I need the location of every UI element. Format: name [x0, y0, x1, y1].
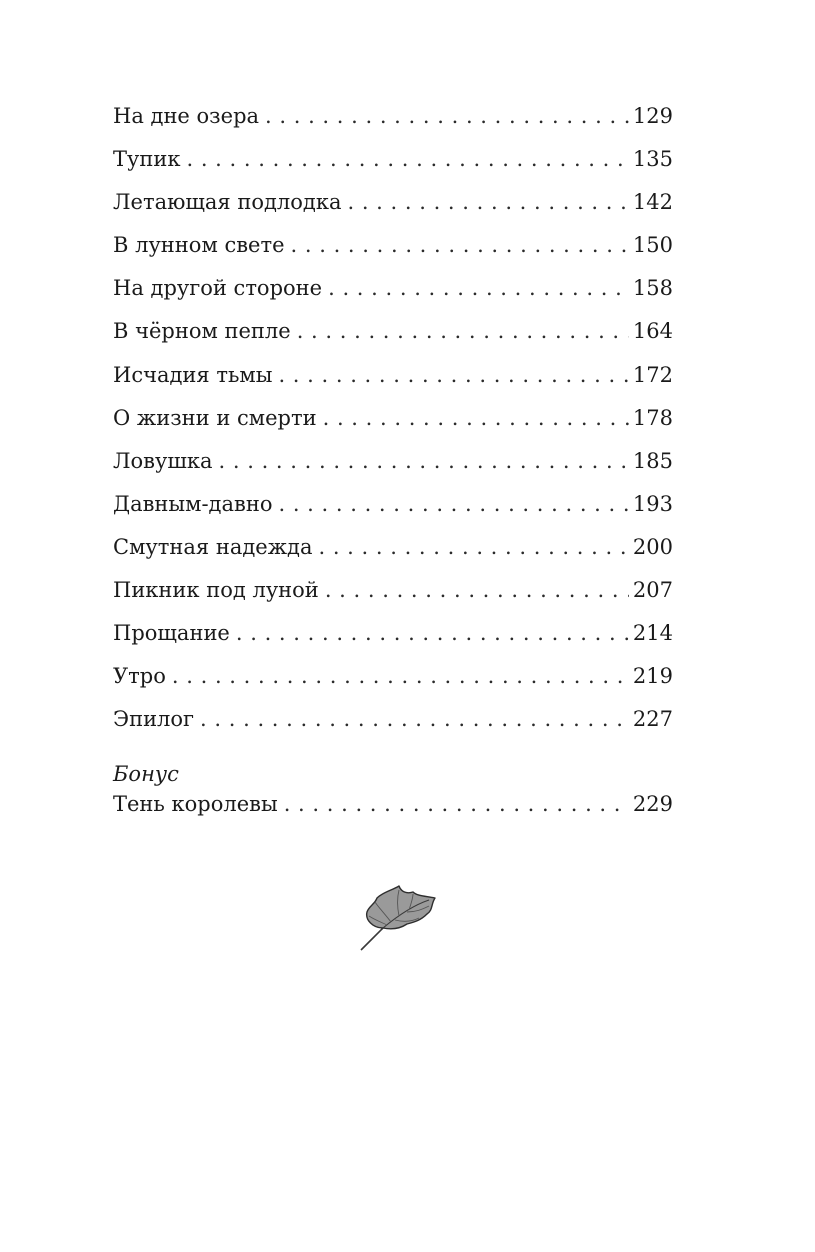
dot-leader [284, 786, 629, 822]
leaf-shape [361, 886, 435, 950]
toc-entry-page: 142 [632, 190, 673, 215]
toc-entry-page: 214 [632, 621, 673, 646]
toc-entry-page: 193 [632, 491, 673, 516]
toc-entry-title: Тупик [113, 147, 181, 172]
bonus-section [113, 786, 673, 829]
dot-leader [297, 313, 629, 349]
toc-entry[interactable] [113, 529, 673, 572]
toc-entry-page: 200 [632, 534, 673, 559]
dot-leader [200, 701, 629, 737]
toc-entry-title: Прощание [113, 621, 230, 646]
dot-leader [186, 141, 628, 177]
toc-entry-title: В чёрном пепле [113, 319, 291, 344]
toc-entry-page: 164 [632, 319, 673, 344]
toc-entry-page: 227 [632, 707, 673, 732]
toc-entry-title: Исчадия тьмы [113, 362, 273, 387]
toc-entry-bonus[interactable] [113, 786, 673, 829]
dot-leader [328, 270, 629, 306]
toc-entry-page: 129 [632, 104, 673, 128]
dot-leader [278, 486, 628, 522]
table-of-contents [113, 98, 673, 744]
toc-entry[interactable] [113, 400, 673, 443]
toc-entry[interactable] [113, 443, 673, 486]
toc-entry-page: 207 [632, 578, 673, 603]
toc-entry[interactable] [113, 184, 673, 227]
dot-leader [323, 400, 629, 436]
dot-leader [236, 615, 629, 651]
toc-entry-title: Тень королевы [113, 792, 278, 816]
toc-entry-title: Пикник под луной [113, 578, 319, 603]
toc-entry-page: 150 [632, 233, 673, 258]
toc-entry-page: 219 [632, 664, 673, 689]
toc-entry[interactable] [113, 98, 673, 141]
toc-entry-page: 135 [632, 147, 673, 172]
dot-leader [325, 572, 629, 608]
toc-entry-title: Ловушка [113, 448, 213, 473]
toc-entry-title: На другой стороне [113, 276, 323, 301]
dot-leader [172, 658, 629, 694]
toc-entry[interactable] [113, 572, 673, 615]
toc-entry[interactable] [113, 141, 673, 184]
dot-leader [347, 184, 628, 220]
toc-entry-page: 229 [632, 792, 673, 816]
toc-entry-title: Давным-давно [113, 491, 273, 516]
toc-entry-title: Летающая подлодка [113, 190, 342, 215]
toc-entry-page: 185 [632, 448, 673, 473]
dot-leader [318, 529, 628, 565]
toc-entry-title: О жизни и смерти [113, 405, 317, 430]
bonus-heading: Бонус [113, 762, 179, 786]
toc-entry-title: В лунном свете [113, 233, 285, 258]
toc-entry-title: Эпилог [113, 707, 195, 732]
toc-entry[interactable] [113, 270, 673, 313]
toc-entry-page: 178 [632, 405, 673, 430]
toc-entry[interactable] [113, 701, 673, 744]
toc-entry-title: На дне озера [113, 104, 260, 128]
dot-leader [219, 443, 629, 479]
toc-entry[interactable] [113, 658, 673, 701]
toc-entry-title: Утро [113, 664, 166, 689]
toc-entry-page: 172 [632, 362, 673, 387]
toc-entry[interactable] [113, 227, 673, 270]
dot-leader [265, 98, 629, 134]
toc-entry[interactable] [113, 615, 673, 658]
dot-leader [291, 227, 629, 263]
toc-entry[interactable] [113, 357, 673, 400]
toc-entry-title: Смутная надежда [113, 534, 313, 559]
toc-entry[interactable] [113, 486, 673, 529]
toc-entry-page: 158 [632, 276, 673, 301]
dot-leader [278, 357, 628, 393]
leaf-icon [355, 884, 441, 954]
toc-entry[interactable] [113, 313, 673, 356]
